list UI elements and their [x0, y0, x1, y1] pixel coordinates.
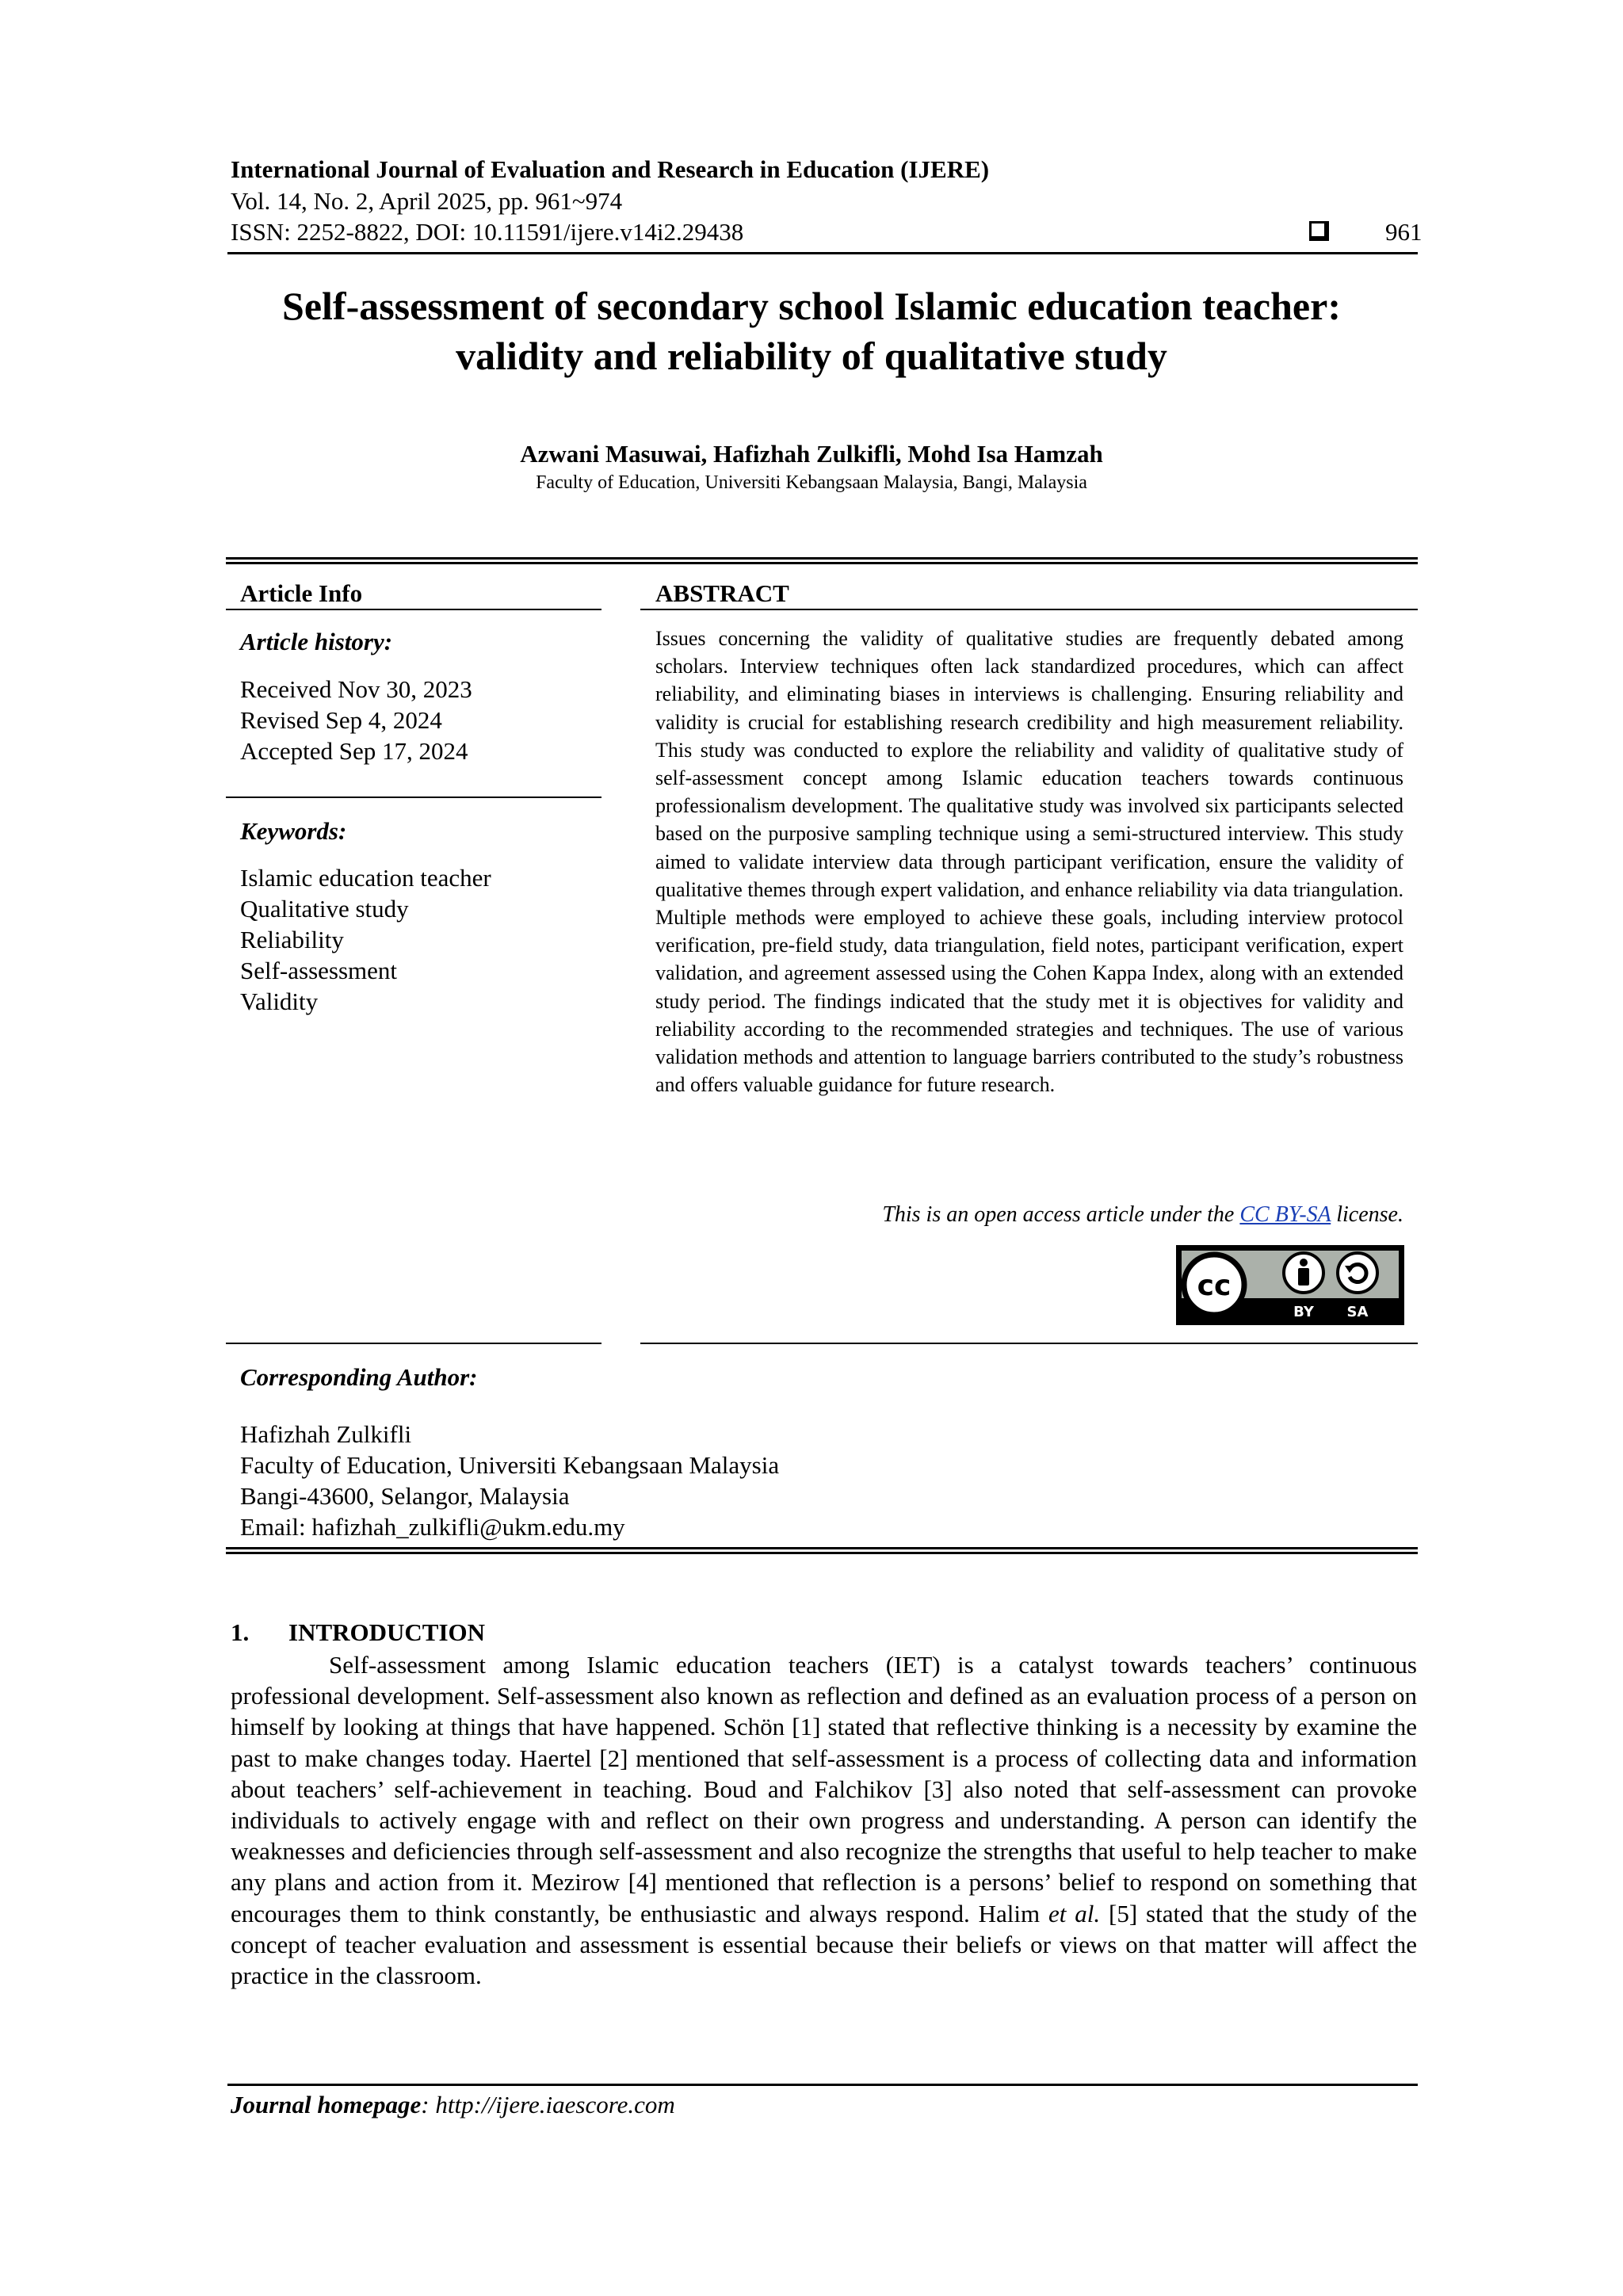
intro-text-1: Self-assessment among Islamic education teachers (IET) is a catalyst towards teachers’ continuous professional development. Self-assessment also known as reflection and defined as an evaluation process of a person on himself by looking at things that have happened. Schön [1] stated that reflective thinking is a necessity by examine the past to make changes today. Haertel [2] mentioned that self-assessment is a process of collecting data and information about teachers’ self-achievement in teaching. Boud and Falchikov [3] also noted that self-assessment can provoke individuals to actively engage with and reflect on their own progress and understanding. A person can identify the weaknesses and deficiencies through self-assessment and also recognize the strengths that useful to help teacher to make any plans and action from it. Mezirow [4] mentioned that reflection is a persons’ belief to respond on something that encourages them to think constantly, be enthusiastic and always respond. Halim: [231, 1651, 1417, 1927]
article-info-heading: Article Info: [240, 579, 363, 607]
corresponding-address: Bangi-43600, Selangor, Malaysia: [240, 1482, 570, 1510]
info-bottom-rule-2: [226, 1552, 1418, 1554]
license-note: [655, 1202, 1403, 1228]
affiliation: Faculty of Education, Universiti Kebangsaan Malaysia, Bangi, Malaysia: [536, 472, 1087, 493]
keyword-item: Qualitative study: [240, 895, 409, 923]
abstract-text: [655, 625, 1403, 1098]
intro-et-al: et al.: [1048, 1899, 1101, 1927]
article-info-rule: [226, 609, 601, 610]
journal-name: International Journal of Evaluation and Research in Education (IJERE): [231, 155, 990, 183]
keywords-rule: [226, 797, 601, 798]
section-number: 1.: [231, 1618, 250, 1646]
homepage-label: Journal homepage: [231, 2091, 422, 2118]
corresponding-name: Hafizhah Zulkifli: [240, 1420, 412, 1448]
cc-by-sa-badge[interactable]: [1176, 1245, 1404, 1325]
sa-label: SA: [1346, 1304, 1369, 1320]
page-number: 961: [1385, 218, 1423, 246]
issn-doi: ISSN: 2252-8822, DOI: 10.11591/ijere.v14i2.29438: [231, 218, 744, 246]
volume-info: Vol. 14, No. 2, April 2025, pp. 961~974: [231, 187, 623, 215]
cc-label: cc: [1197, 1270, 1232, 1302]
header-divider: [227, 252, 1418, 254]
keywords-heading: Keywords:: [240, 817, 347, 845]
article-title: [198, 281, 1425, 381]
title-line-2: validity and reliability of qualitative study: [456, 334, 1167, 378]
cc-by-sa-link[interactable]: CC BY-SA: [1239, 1202, 1331, 1227]
accepted-date: Accepted Sep 17, 2024: [240, 737, 468, 765]
info-bottom-rule: [226, 1547, 1418, 1549]
title-line-1: Self-assessment of secondary school Islamic education teacher:: [282, 284, 1341, 328]
keyword-item: Reliability: [240, 926, 344, 953]
corresponding-faculty: Faculty of Education, Universiti Kebangsaan Malaysia: [240, 1451, 780, 1479]
keyword-item: Self-assessment: [240, 957, 398, 984]
keywords-list: [240, 862, 597, 1017]
share-alike-icon: [1338, 1253, 1377, 1293]
keyword-item: Islamic education teacher: [240, 864, 491, 892]
info-right-bottom-rule: [640, 1343, 1418, 1344]
keyword-item: Validity: [240, 988, 319, 1015]
license-suffix: license.: [1331, 1202, 1403, 1227]
authors: Azwani Masuwai, Hafizhah Zulkifli, Mohd Isa Hamzah: [520, 440, 1103, 468]
abstract-paragraph: Issues concerning the validity of qualitative studies are frequently debated among scholars. Interview techniques often lack standardized procedures, which can affect reliability, and eliminating biases in interviews is challenging. Ensuring reliability and validity is crucial for establishing research credibility and high measurement reliability. This study was conducted to explore the reliability and validity of qualitative study of self-assessment concept among Islamic education teachers towards continuous professionalism development. The qualitative study was involved six participants selected based on the purposive sampling technique using a semi-structured interview. This study aimed to validate interview data through participant verification, ensure the validity of qualitative themes through expert validation, and enhance reliability via data triangulation. Multiple methods were employed to achieve these goals, including interview protocol verification, pre-field study, data triangulation, field notes, participant verification, expert validation, and agreement assessed using the Cohen Kappa Index, along with an extended study period. The findings indicated that the study met it is objectives for validity and reliability according to the recommended strategies and techniques. The use of various validation methods and attention to language barriers contributed to the study’s robustness and offers valuable guidance for future research.: [655, 627, 1403, 1097]
license-prefix: This is an open access article under the: [882, 1202, 1240, 1227]
intro-text-2: [5] stated that the study of the concept of teacher evaluation and assessment is essential because their beliefs or views on that matter will affect the practice in the classroom.: [231, 1899, 1417, 1990]
by-label: BY: [1293, 1304, 1314, 1320]
introduction-heading: [231, 1618, 485, 1647]
homepage-url[interactable]: : http://ijere.iaescore.com: [421, 2091, 675, 2118]
corresponding-heading: Corresponding Author:: [240, 1363, 478, 1391]
info-top-rule: [226, 557, 1418, 560]
received-date: Received Nov 30, 2023: [240, 675, 472, 703]
abstract-rule: [640, 609, 1418, 610]
abstract-heading: ABSTRACT: [655, 579, 789, 607]
footer-divider: [227, 2084, 1418, 2086]
revised-date: Revised Sep 4, 2024: [240, 706, 442, 734]
corresponding-email[interactable]: Email: hafizhah_zulkifli@ukm.edu.my: [240, 1513, 625, 1541]
corresponding-details: [240, 1419, 1033, 1542]
section-title: INTRODUCTION: [288, 1618, 486, 1646]
page-box-icon: [1309, 221, 1329, 241]
cc-badge-graphic: [1178, 1247, 1402, 1323]
info-left-bottom-rule: [226, 1343, 601, 1344]
introduction-body: [231, 1649, 1417, 1991]
history-heading: Article history:: [240, 628, 393, 655]
journal-homepage: [231, 2091, 675, 2119]
info-top-rule-2: [226, 562, 1418, 564]
